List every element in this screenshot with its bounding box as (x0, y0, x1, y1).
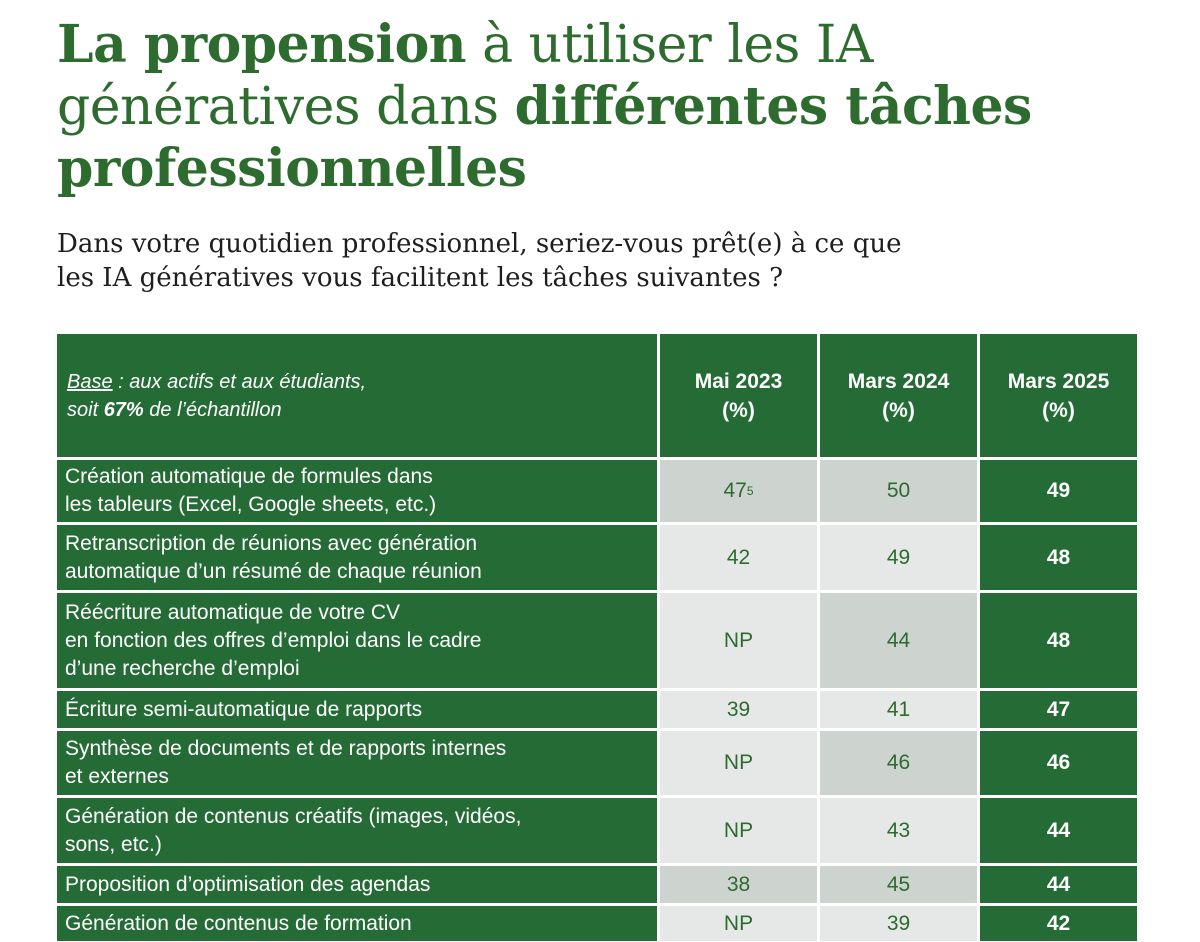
base-text-2b: de l’échantillon (143, 398, 282, 421)
value-mai-2023 (660, 593, 817, 688)
row-label (57, 731, 657, 795)
value-mai-2023 (660, 866, 817, 903)
row-label (57, 525, 657, 590)
base-note (57, 334, 657, 457)
value-mars-2024: 45 (820, 866, 977, 903)
row-label-line: Synthèse de documents et de rapports internes (65, 737, 507, 760)
title-regular: à utiliser les IA génératives dans (57, 15, 873, 137)
value-mai-2023 (660, 691, 817, 728)
base-text-2a: soit (67, 398, 104, 421)
base-percentage: 67% (103, 398, 144, 421)
col-unit: (%) (882, 398, 915, 422)
row-label (57, 691, 657, 728)
value-mai-2023 (660, 906, 817, 941)
col-header-mars-2024 (820, 334, 977, 457)
row-label (57, 593, 657, 688)
base-text: : aux actifs et aux étudiants, (112, 370, 367, 393)
value-mars-2025: 48 (980, 525, 1137, 590)
value-mai-2023 (660, 798, 817, 863)
row-label (57, 866, 657, 903)
row-label-line: Génération de contenus de formation (65, 911, 412, 935)
value-text: 47 (723, 479, 747, 502)
col-header-mai-2023 (660, 334, 817, 457)
row-label-line: Écriture semi-automatique de rapports (65, 697, 423, 721)
value-mars-2025: 44 (980, 866, 1137, 903)
value-mars-2025: 46 (980, 731, 1137, 795)
col-name: Mars 2024 (847, 369, 950, 393)
row-label-line: Proposition d’optimisation des agendas (65, 872, 431, 896)
value-mai-2023 (660, 525, 817, 590)
col-header-mars-2025 (980, 334, 1137, 457)
title-bold-2: différentes tâches professionnelles (57, 76, 1032, 199)
row-label (57, 460, 657, 522)
value-text: 39 (726, 697, 751, 721)
value-mars-2025: 44 (980, 798, 1137, 863)
base-label: Base (67, 370, 113, 393)
value-mars-2024: 41 (820, 691, 977, 728)
col-unit: (%) (722, 398, 755, 422)
row-label-line: automatique d’un résumé de chaque réunion (65, 559, 482, 583)
value-text: NP (723, 911, 754, 935)
value-mars-2024: 43 (820, 798, 977, 863)
value-mars-2024: 46 (820, 731, 977, 795)
row-label-line: les tableurs (Excel, Google sheets, etc.) (65, 493, 437, 516)
value-mars-2024: 50 (820, 460, 977, 522)
row-label-line: sons, etc.) (65, 832, 162, 856)
value-mars-2025: 47 (980, 691, 1137, 728)
row-label-line: Retranscription de réunions avec génération (65, 531, 478, 555)
value-text: NP (723, 628, 754, 652)
question-line-1: Dans votre quotidien professionnel, seriez-vous prêt(e) à ce que (57, 229, 902, 259)
value-text: 38 (726, 872, 751, 896)
row-label-line: Création automatique de formules dans (65, 465, 433, 488)
question-line-2: les IA génératives vous facilitent les tâches suivantes ? (57, 263, 784, 293)
row-label (57, 798, 657, 863)
row-label-line: Génération de contenus créatifs (images, vidéos, (65, 804, 522, 828)
value-mars-2025: 42 (980, 906, 1137, 941)
value-text: 42 (726, 545, 751, 569)
results-table (57, 334, 1137, 941)
col-name: Mars 2025 (1007, 369, 1110, 393)
value-mars-2025: 49 (980, 460, 1137, 522)
page-title (57, 14, 1157, 200)
value-mars-2025: 48 (980, 593, 1137, 688)
value-mars-2024: 39 (820, 906, 977, 941)
title-bold-1: La propension (57, 14, 467, 75)
col-unit: (%) (1042, 398, 1075, 422)
row-label-line: d’une recherche d’emploi (65, 656, 300, 680)
value-mars-2024: 44 (820, 593, 977, 688)
value-text: NP (723, 818, 754, 842)
value-text: NP (723, 751, 754, 774)
row-label-line: Réécriture automatique de votre CV (65, 600, 401, 624)
value-mai-2023 (660, 731, 817, 795)
row-label-line: et externes (65, 765, 169, 788)
row-label (57, 906, 657, 941)
value-mai-2023: 47 5 (660, 460, 817, 522)
question-text (57, 227, 1157, 295)
col-name: Mai 2023 (694, 369, 783, 393)
value-mars-2024: 49 (820, 525, 977, 590)
row-label-line: en fonction des offres d’emploi dans le cadre (65, 628, 482, 652)
